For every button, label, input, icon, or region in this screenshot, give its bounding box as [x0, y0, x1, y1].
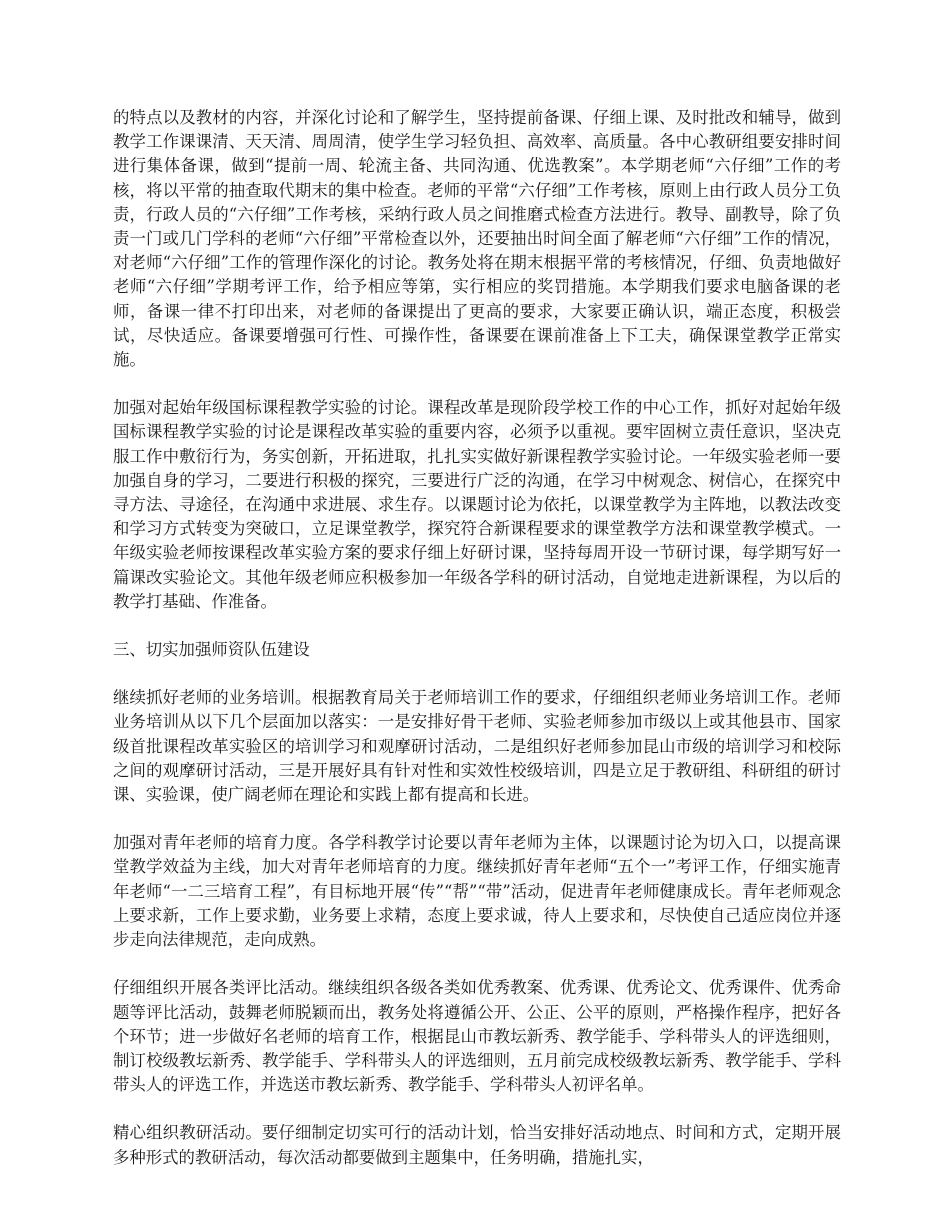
section-heading-teacher-team: 三、切实加强师资队伍建设 [113, 640, 310, 660]
paragraph-curriculum-experiment: 加强对起始年级国标课程教学实验的讨论。课程改革是现阶段学校工作的中心工作，抓好对起始年级国标课程教学实验的讨论是课程改革实验的重要内容，必须予以重视。要牢固树立责任意识，坚决克服工作中敷衍行为，务实创新，开拓进取，扎扎实实做好新课程教学实验讨论。一年级实验老师一要加强自身的学习，二要进行积极的探究，三要进行广泛的沟通，在学习中树观念、树信心，在探究中寻方法、寻途径，在沟通中求进展、求生存。以课题讨论为依托，以课堂教学为主阵地，以教法改变和学习方式转变为突破口，立足课堂教学，探究符合新课程要求的课堂教学方法和课堂教学模式。一年级实验老师按课程改革实验方案的要求仔细上好研讨课，坚持每周开设一节研讨课，每学期写好一篇课改实验论文。其他年级老师应积极参加一年级各学科的研讨活动，自觉地走进新课程，为以后的教学打基础、作准备。 [113, 398, 841, 611]
paragraph-teacher-training: 继续抓好老师的业务培训。根据教育局关于老师培训工作的要求，仔细组织老师业务培训工作。老师业务培训从以下几个层面加以落实：一是安排好骨干老师、实验老师参加市级以上或其他县市、国家级首批课程改革实验区的培训学习和观摩研讨活动，二是组织好老师参加昆山市级的培训学习和校际之间的观摩研讨活动，三是开展好具有针对性和实效性校级培训，四是立足于教研组、科研组的研讨课、实验课，使广阔老师在理论和实践上都有提高和长进。 [113, 688, 841, 805]
paragraph-young-teachers: 加强对青年老师的培育力度。各学科教学讨论要以青年老师为主体，以课题讨论为切入口，以提高课堂教学效益为主线，加大对青年老师培育的力度。继续抓好青年老师“五个一”考评工作，仔细实施青年老师“一二三培育工程”，有目标地开展“传”“帮”“带”活动，促进青年老师健康成长。青年老师观念上要求新，工作上要求勤，业务要上求精，态度上要求诚，待人上要求和，尽快使自己适应岗位并逐步走向法律规范，走向成熟。 [113, 833, 841, 950]
paragraph-teaching-research: 精心组织教研活动。要仔细制定切实可行的活动计划，恰当安排好活动地点、时间和方式，定期开展多种形式的教研活动，每次活动都要做到主题集中，任务明确，措施扎实， [113, 1123, 841, 1167]
paragraph-evaluation-activities: 仔细组织开展各类评比活动。继续组织各级各类如优秀教案、优秀课、优秀论文、优秀课件、优秀命题等评比活动，鼓舞老师脱颖而出，教务处将遵循公开、公正、公平的原则，严格操作程序，把好各个环节；进一步做好名老师的培育工作，根据昆山市教坛新秀、教学能手、学科带头人的评选细则，制订校级教坛新秀、教学能手、学科带头人的评选细则，五月前完成校级教坛新秀、教学能手、学科带头人的评选工作，并选送市教坛新秀、教学能手、学科带头人初评名单。 [113, 978, 841, 1095]
paragraph-lesson-preparation: 的特点以及教材的内容，并深化讨论和了解学生，坚持提前备课、仔细上课、及时批改和辅导，做到教学工作课课清、天天清、周周清，使学生学习轻负担、高效率、高质量。各中心教研组要安排时间进行集体备课，做到“提前一周、轮流主备、共同沟通、优选教案”。本学期老师“六仔细”工作的考核，将以平常的抽查取代期末的集中检查。老师的平常“六仔细”工作考核，原则上由行政人员分工负责，行政人员的“六仔细”工作考核，采纳行政人员之间推磨式检查方法进行。教导、副教导，除了负责一门或几门学科的老师“六仔细”平常检查以外，还要抽出时间全面了解老师“六仔细”工作的情况，对老师“六仔细”工作的管理作深化的讨论。教务处将在期末根据平常的考核情况，仔细、负责地做好老师“六仔细”学期考评工作，给予相应等第，实行相应的奖罚措施。本学期我们要求电脑备课的老师，备课一律不打印出来，对老师的备课提出了更高的要求，大家要正确认识，端正态度，积极尝试，尽快适应。备课要增强可行性、可操作性，备课要在课前准备上下工夫，确保课堂教学正常实施。 [113, 108, 841, 370]
document-body [113, 106, 841, 1194]
